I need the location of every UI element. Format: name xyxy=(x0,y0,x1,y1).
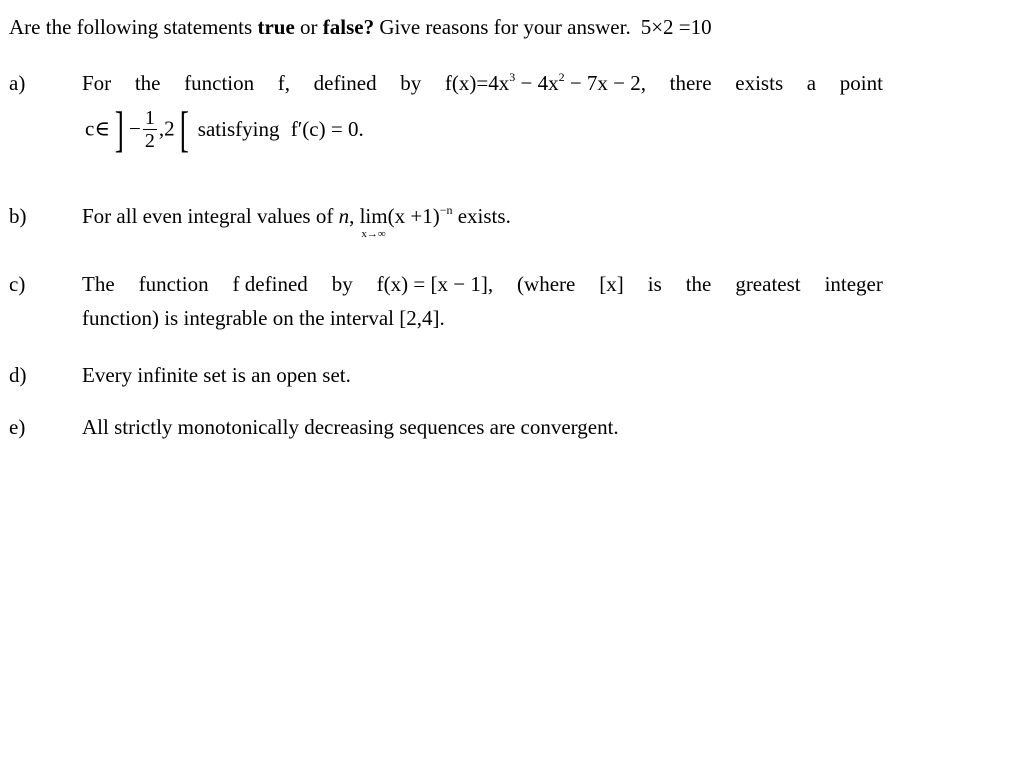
question-d-label: d) xyxy=(9,363,27,387)
minus-sign: − xyxy=(129,116,141,141)
fraction-denominator: 2 xyxy=(144,129,155,152)
marks: 5×2 =10 xyxy=(640,15,712,39)
fraction-one-half xyxy=(143,108,157,151)
text-comma: , xyxy=(349,204,360,228)
word: f, xyxy=(277,71,290,95)
question-c-line2: function) is integrable on the interval [2,4]. xyxy=(82,306,445,330)
word: For xyxy=(82,71,112,95)
word: defined xyxy=(313,71,377,95)
derivative-condition: f′(c) = 0. xyxy=(290,116,364,141)
word: by xyxy=(400,71,422,95)
word: integer xyxy=(824,272,883,296)
minus-4x-part: − 4x xyxy=(515,71,559,95)
or-word: or xyxy=(294,15,323,39)
question-c-line1 xyxy=(82,274,883,295)
question-b-label: b) xyxy=(9,204,27,228)
n-variable: n xyxy=(338,204,350,228)
word: [x] xyxy=(599,272,624,296)
limit-exponent: −n xyxy=(439,203,453,217)
instructions-tail: Give reasons for your answer. xyxy=(374,15,631,39)
word: f(x) = [x − 1], xyxy=(376,272,494,296)
word: by xyxy=(331,272,353,296)
word: The xyxy=(82,272,115,296)
fraction-numerator: 1 xyxy=(144,106,155,129)
open-bracket-icon: ] xyxy=(114,101,125,157)
word: a xyxy=(806,71,817,95)
question-a-label: a) xyxy=(9,71,26,95)
limit-operator xyxy=(360,206,388,240)
word: there xyxy=(669,71,712,95)
text-after: exists. xyxy=(452,204,511,228)
question-a-line2 xyxy=(85,101,364,157)
lim-word: lim xyxy=(359,204,388,228)
word: point xyxy=(839,71,883,95)
word: function xyxy=(138,272,209,296)
interval-upper: ,2 xyxy=(158,116,175,141)
rest-part: − 7x − 2, xyxy=(564,71,647,95)
word: exists xyxy=(735,71,784,95)
close-bracket-icon: [ xyxy=(179,101,189,157)
question-e-text: All strictly monotonically decreasing sequences are convergent. xyxy=(82,415,619,439)
word: greatest xyxy=(735,272,801,296)
word: function xyxy=(184,71,255,95)
false-word: false? xyxy=(322,15,375,39)
instructions xyxy=(9,17,712,38)
function-definition xyxy=(444,70,647,95)
lim-subscript: x→∞ xyxy=(361,228,386,240)
word: is xyxy=(647,272,662,296)
word: (where xyxy=(517,272,576,296)
text-before: For all even integral values of xyxy=(82,204,339,228)
question-d-text: Every infinite set is an open set. xyxy=(82,363,351,387)
true-word: true xyxy=(257,15,295,39)
exponent-3: 3 xyxy=(509,70,516,84)
word: f defined xyxy=(232,272,308,296)
instructions-lead: Are the following statements xyxy=(9,15,258,39)
c-in: c∈ xyxy=(85,116,110,141)
question-b-text xyxy=(82,203,511,240)
question-a-line1 xyxy=(82,70,883,95)
limit-expression: (x +1) xyxy=(387,204,440,228)
question-c-label: c) xyxy=(9,272,26,296)
satisfying-word: satisfying xyxy=(197,116,280,141)
fx-part: f(x)=4x xyxy=(444,71,510,95)
word: the xyxy=(685,272,712,296)
word: the xyxy=(134,71,161,95)
question-e-label: e) xyxy=(9,415,26,439)
exponent-2: 2 xyxy=(558,70,565,84)
